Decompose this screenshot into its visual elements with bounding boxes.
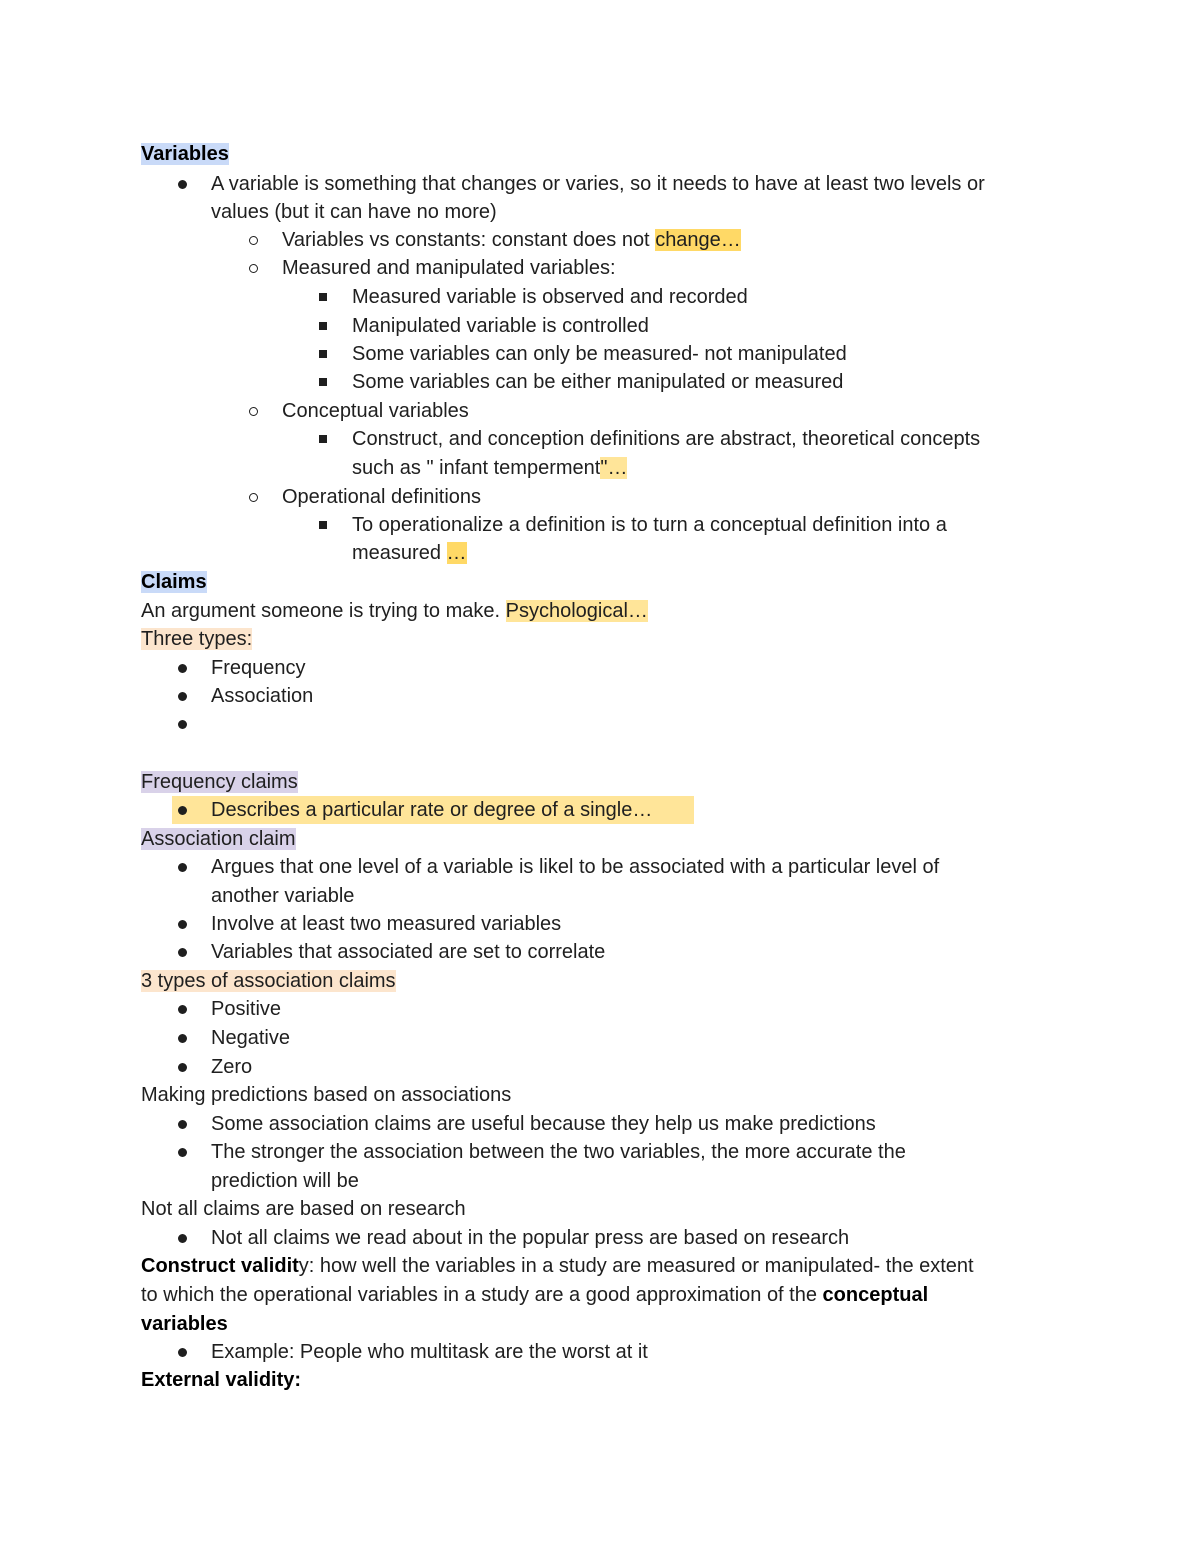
bullet-disc: [178, 664, 187, 673]
predictions-heading: Making predictions based on associations: [141, 1084, 512, 1106]
bullet-circle: [249, 407, 258, 416]
predictions-item2-line1: The stronger the association between the two variables, the more accurate the: [211, 1141, 906, 1163]
predictions-item1: Some association claims are useful because they help us make predictions: [211, 1113, 876, 1135]
measured-manipulated-heading: Measured and manipulated variables:: [282, 257, 616, 279]
bullet-disc: [178, 692, 187, 701]
construct-validity-line1: Construct validity: how well the variables in a study are measured or manipulated- the extent: [141, 1255, 974, 1277]
operationalize-line1: To operationalize a definition is to turn a conceptual definition into a: [352, 514, 947, 536]
bullet-circle: [249, 264, 258, 273]
bullet-disc: [178, 1120, 187, 1129]
bullet-square: [319, 435, 327, 443]
bullet-disc: [178, 720, 187, 729]
bullet-disc: [178, 1234, 187, 1243]
construct-line2: such as " infant temperment"…: [352, 457, 628, 479]
bullet-disc: [178, 948, 187, 957]
collapsed-text-highlight: "…: [600, 457, 628, 479]
frequency-claim-item: Describes a particular rate or degree of a single…: [211, 799, 653, 821]
bullet-disc: [178, 863, 187, 872]
bullet-disc: [178, 1005, 187, 1014]
construct-validity-line2: to which the operational variables in a study are a good approximation of the conceptual: [141, 1284, 929, 1306]
association-type-item: Zero: [211, 1056, 253, 1078]
measured-item: Some variables can be either manipulated or measured: [352, 371, 844, 393]
variable-definition-line2: values (but it can have no more): [211, 201, 497, 223]
measured-item: Some variables can only be measured- not manipulated: [352, 343, 847, 365]
variables-vs-constants: Variables vs constants: constant does not change…: [282, 229, 741, 251]
claims-heading: Claims: [141, 571, 207, 593]
bullet-square: [319, 378, 327, 386]
bullet-square: [319, 521, 327, 529]
bullet-circle: [249, 493, 258, 502]
bullet-disc: [178, 1148, 187, 1157]
construct-validity-example: Example: People who multitask are the worst at it: [211, 1341, 648, 1363]
association-types-heading: 3 types of association claims: [141, 970, 396, 992]
bullet-disc: [178, 806, 187, 815]
operationalize-line2: measured …: [352, 542, 467, 564]
measured-item: Manipulated variable is controlled: [352, 315, 649, 337]
bullet-square: [319, 322, 327, 330]
variable-definition-line1: A variable is something that changes or varies, so it needs to have at least two levels or: [211, 173, 985, 195]
claim-type-item: Association: [211, 685, 314, 707]
claim-type-item: Frequency: [211, 657, 306, 679]
collapsed-text-highlight: Psychological…: [505, 600, 648, 622]
association-type-item: Positive: [211, 998, 282, 1020]
not-all-claims-item: Not all claims we read about in the popular press are based on research: [211, 1227, 850, 1249]
predictions-item2-line2: prediction will be: [211, 1170, 359, 1192]
variables-heading: Variables: [141, 143, 229, 165]
association-type-item: Negative: [211, 1027, 290, 1049]
bullet-disc: [178, 1063, 187, 1072]
collapsed-text-highlight: change…: [655, 229, 741, 251]
bullet-circle: [249, 236, 258, 245]
association-item1-line1: Argues that one level of a variable is likel to be associated with a particular level of: [211, 856, 940, 878]
association-item3: Variables that associated are set to correlate: [211, 941, 606, 963]
association-claim-heading: Association claim: [141, 828, 296, 850]
association-item2: Involve at least two measured variables: [211, 913, 562, 935]
claims-argument: An argument someone is trying to make. Psychological…: [141, 600, 648, 622]
collapsed-text-highlight: …: [446, 542, 467, 564]
conceptual-variables-heading: Conceptual variables: [282, 400, 469, 422]
bullet-disc: [178, 1348, 187, 1357]
bullet-disc: [178, 920, 187, 929]
bullet-disc: [178, 1034, 187, 1043]
construct-validity-line3: variables: [141, 1313, 228, 1335]
operational-definitions-heading: Operational definitions: [282, 486, 482, 508]
not-all-claims-heading: Not all claims are based on research: [141, 1198, 466, 1220]
measured-item: Measured variable is observed and recorded: [352, 286, 748, 308]
bullet-disc: [178, 180, 187, 189]
bullet-square: [319, 293, 327, 301]
external-validity-heading: External validity:: [141, 1369, 302, 1391]
construct-line1: Construct, and conception definitions are abstract, theoretical concepts: [352, 428, 981, 450]
bullet-square: [319, 350, 327, 358]
association-item1-line2: another variable: [211, 885, 355, 907]
three-types-heading: Three types:: [141, 628, 253, 650]
frequency-claims-heading: Frequency claims: [141, 771, 298, 793]
